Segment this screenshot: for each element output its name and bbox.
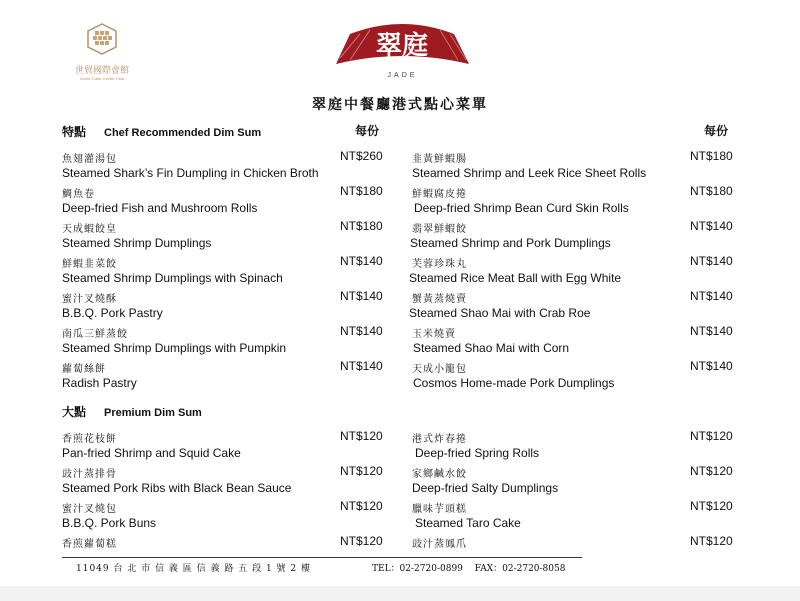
- item-name-zh: 鯛魚卷: [62, 189, 95, 200]
- item-name-en: Steamed Rice Meat Ball with Egg White: [409, 271, 622, 285]
- item-name-en: Deep-fried Fish and Mushroom Rolls: [62, 201, 258, 215]
- item-price: NT$260: [340, 149, 383, 163]
- item-name-zh: 香煎花枝餅: [62, 434, 117, 445]
- item-name-zh: 蜜汁叉燒酥: [62, 294, 117, 305]
- item-price: NT$140: [690, 254, 733, 268]
- section-premium: [62, 403, 202, 420]
- item-name-en: Deep-fried Salty Dumplings: [412, 481, 559, 495]
- section-premium-zh: 大點: [62, 405, 87, 419]
- item-name-zh: 鮮蝦韭菜餃: [62, 259, 117, 270]
- item-name-en: Steamed Pork Ribs with Black Bean Sauce: [62, 481, 292, 495]
- footer-address: 11049 台 北 市 信 義 區 信 義 路 五 段 1 號 2 樓: [76, 564, 311, 574]
- section-premium-en: Premium Dim Sum: [104, 407, 202, 419]
- hotel-cube-icon: [85, 22, 119, 56]
- item-name-en: Steamed Taro Cake: [415, 516, 521, 530]
- section-chef-recommended-zh: 特點: [62, 125, 87, 139]
- item-price: NT$140: [690, 324, 733, 338]
- item-name-zh: 翡翠鮮蝦餃: [412, 224, 467, 235]
- item-price: NT$180: [690, 184, 733, 198]
- item-price: NT$140: [340, 289, 383, 303]
- item-name-en: Steamed Shrimp and Leek Rice Sheet Rolls: [412, 166, 647, 180]
- item-name-en: Cosmos Home-made Pork Dumplings: [413, 376, 615, 390]
- item-name-en: Radish Pastry: [62, 376, 137, 390]
- item-name-zh: 天成小籠包: [412, 364, 467, 375]
- price-header-right: 每份: [704, 124, 729, 138]
- item-name-zh: 芙蓉珍珠丸: [412, 259, 467, 270]
- section-chef-recommended: [62, 123, 261, 140]
- item-name-en: B.B.Q. Pork Pastry: [62, 306, 163, 320]
- section-chef-recommended-en: Chef Recommended Dim Sum: [104, 127, 262, 139]
- item-name-en: Steamed Shao Mai with Corn: [413, 341, 570, 355]
- item-name-en: Pan-fried Shrimp and Squid Cake: [62, 446, 241, 460]
- item-price: NT$120: [340, 499, 383, 513]
- item-name-zh: 玉米燒賣: [412, 329, 456, 340]
- item-name-zh: 天成蝦餃皇: [62, 224, 117, 235]
- item-name-en: Steamed Shark’s Fin Dumpling in Chicken Broth: [62, 166, 319, 180]
- item-price: NT$120: [690, 464, 733, 478]
- item-name-zh: 魚翅灌湯包: [62, 154, 117, 165]
- item-price: NT$120: [690, 499, 733, 513]
- item-name-zh: 蟹黃蒸燒賣: [412, 294, 467, 305]
- jade-logo-mark: 翠庭: [375, 31, 429, 61]
- item-price: NT$180: [340, 219, 383, 233]
- jade-fan-emblem: [330, 20, 475, 72]
- item-price: NT$140: [690, 219, 733, 233]
- item-name-zh: 蘿蔔絲餅: [62, 364, 106, 375]
- item-price: NT$180: [340, 184, 383, 198]
- item-name-zh: 香煎蘿蔔糕: [62, 539, 117, 550]
- price-header-left: 每份: [355, 124, 380, 138]
- left-logo-name: 世貿國際會館: [74, 66, 129, 76]
- item-name-zh: 豉汁蒸排骨: [62, 469, 117, 480]
- item-name-zh: 南瓜三鮮蒸餃: [62, 329, 128, 340]
- item-name-zh: 蜜汁叉燒包: [62, 504, 117, 515]
- item-name-en: Steamed Shrimp Dumplings: [62, 236, 212, 250]
- item-price: NT$140: [340, 324, 383, 338]
- bottom-margin-band: [0, 586, 800, 601]
- item-price: NT$140: [690, 289, 733, 303]
- item-name-en: Steamed Shrimp Dumplings with Pumpkin: [62, 341, 287, 355]
- item-name-zh: 豉汁蒸鳳爪: [412, 539, 467, 550]
- item-price: NT$120: [340, 429, 383, 443]
- item-name-zh: 韭黃鮮蝦腸: [412, 154, 467, 165]
- item-name-zh: 臘味芋頭糕: [412, 504, 467, 515]
- item-name-en: Deep-fried Spring Rolls: [415, 446, 540, 460]
- item-price: NT$140: [690, 359, 733, 373]
- footer-contact: TEL：02-2720-0899 FAX：02-2720-8058: [372, 564, 566, 574]
- item-price: NT$120: [340, 464, 383, 478]
- item-name-en: Steamed Shrimp Dumplings with Spinach: [62, 271, 283, 285]
- item-price: NT$120: [340, 534, 383, 548]
- item-price: NT$140: [340, 254, 383, 268]
- item-name-zh: 鮮蝦腐皮捲: [412, 189, 467, 200]
- item-price: NT$120: [690, 429, 733, 443]
- item-name-en: Deep-fried Shrimp Bean Curd Skin Rolls: [414, 201, 629, 215]
- item-name-en: Steamed Shrimp and Pork Dumplings: [410, 236, 611, 250]
- left-logo-subtitle: World Trade Center Club: [79, 76, 125, 81]
- world-trade-center-club-logo: [72, 22, 132, 82]
- jade-restaurant-logo: [330, 20, 475, 82]
- jade-logo-english: JADE: [387, 72, 418, 79]
- footer-divider: [62, 557, 582, 558]
- item-name-zh: 港式炸春捲: [412, 434, 467, 445]
- item-name-en: B.B.Q. Pork Buns: [62, 516, 157, 530]
- item-price: NT$180: [690, 149, 733, 163]
- menu-title: 翠庭中餐廳港式點心菜單: [312, 97, 488, 113]
- item-price: NT$140: [340, 359, 383, 373]
- item-name-en: Steamed Shao Mai with Crab Roe: [409, 306, 591, 320]
- item-price: NT$120: [690, 534, 733, 548]
- item-name-zh: 家鄉鹹水餃: [412, 469, 467, 480]
